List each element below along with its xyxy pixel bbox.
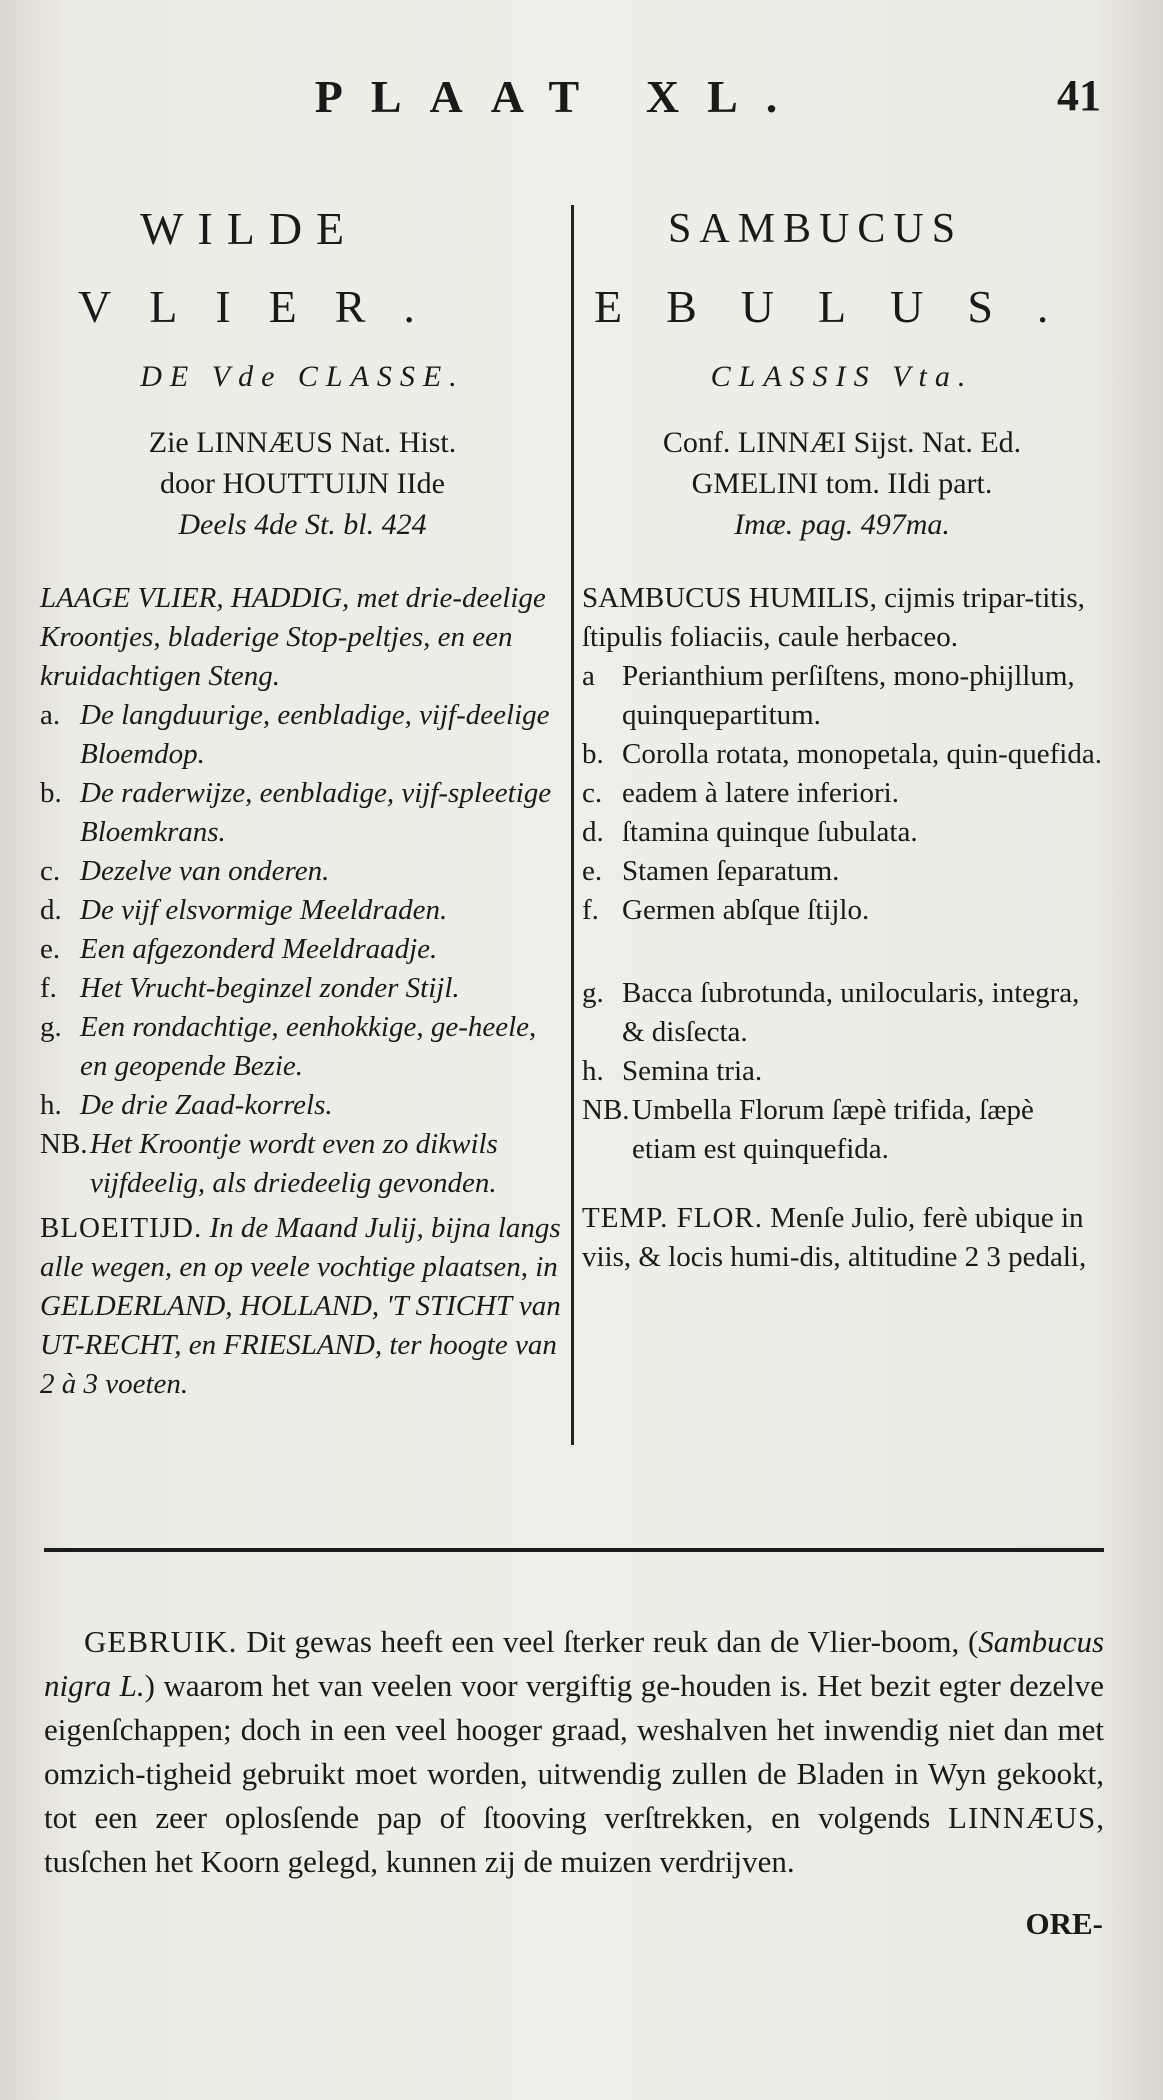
right-ref-line: Conf. LINNÆI Sijst. Nat. Ed.	[662, 426, 1022, 459]
list-item	[40, 1125, 565, 1203]
left-entries	[40, 579, 565, 1404]
item-label: g.	[582, 977, 604, 1009]
list-item	[582, 657, 1102, 735]
item-label: a.	[40, 699, 61, 731]
usage-paragraph	[44, 1620, 1104, 1884]
item-label: a	[582, 660, 595, 692]
item-label: h.	[40, 1089, 62, 1121]
right-column	[582, 190, 1102, 1277]
right-classe: CLASSIS Vta.	[710, 360, 974, 393]
item-label: f.	[40, 972, 57, 1004]
list-item	[40, 891, 565, 930]
left-title-line1: WILDE	[140, 203, 359, 254]
flowering-label: TEMP. FLOR.	[582, 1202, 764, 1234]
usage-text-a: Dit gewas heeft een veel ſterker reuk dan de Vlier-boom, (	[246, 1624, 979, 1659]
left-classe: DE Vde CLASSE.	[140, 360, 465, 393]
list-item	[40, 696, 565, 774]
item-text: De drie Zaad-korrels.	[80, 1089, 333, 1121]
list-item	[40, 930, 565, 969]
list-item	[40, 1086, 565, 1125]
page-number: 41	[1057, 71, 1101, 120]
item-text: Het Vrucht-beginzel zonder Stijl.	[80, 972, 460, 1004]
item-label: e.	[40, 933, 61, 965]
list-item	[582, 813, 1102, 852]
list-item	[582, 735, 1102, 774]
left-flowering	[40, 1209, 565, 1404]
catchword: ORE-	[1025, 1906, 1103, 1941]
list-item	[582, 774, 1102, 813]
item-text: Een afgezonderd Meeldraadje.	[80, 933, 438, 965]
flowering-text: In de Maand Julij, bijna langs alle wegen, en op veele vochtige plaatsen, in GELDERLAND, HOLLAND, 'T STICHT van UT-RECHT, en FRIESLAND, ter hoogte van 2 à 3 voeten.	[40, 1212, 561, 1400]
usage-text-b: ) waarom het van veelen voor vergiftig ge-houden is. Het bezit egter dezelve eigenſchappen; doch in een veel hooger graad, weshalven het inwendig niet dan met omzich-tigheid gebruikt moet worden, uitwendig zullen de Bladen in Wyn gekookt, tot een zeer oplosſende pap of ſtooving verſtrekken, en volgends	[44, 1668, 1104, 1835]
list-item	[582, 1052, 1102, 1091]
right-title-line2: EBULUS.	[594, 281, 1093, 332]
item-text: Dezelve van onderen.	[80, 855, 330, 887]
left-ref-line: door HOUTTUIJN IIde	[160, 467, 445, 500]
left-reference	[40, 422, 565, 557]
item-text: Het Kroontje wordt even zo dikwils vijfdeelig, als driedeelig gevonden.	[90, 1128, 498, 1199]
item-label: NB.	[582, 1094, 630, 1126]
item-label: d.	[40, 894, 62, 926]
item-text: Stamen ſeparatum.	[622, 855, 840, 887]
right-heading: SAMBUCUS HUMILIS, cijmis tripar-titis, ſtipulis foliaciis, caule herbaceo.	[582, 582, 1085, 653]
item-text: De langduurige, eenbladige, vijf-deelige Bloemdop.	[80, 699, 550, 770]
list-item	[582, 891, 1102, 930]
left-title-line2: VLIER.	[78, 281, 453, 332]
left-column	[40, 190, 565, 1404]
item-text: Bacca ſubrotunda, unilocularis, integra, & disſecta.	[622, 977, 1080, 1048]
item-label: b.	[40, 777, 62, 809]
item-label: c.	[40, 855, 61, 887]
item-label: NB.	[40, 1128, 88, 1160]
item-text: Perianthium perſiſtens, mono-phijllum, quinquepartitum.	[622, 660, 1075, 731]
left-ref-line: Deels 4de St. bl. 424	[178, 508, 427, 541]
list-item	[582, 1091, 1102, 1169]
right-ref-line: Imæ. pag. 497ma.	[734, 508, 950, 541]
usage-text-c: , tusſchen het Koorn gelegd, kunnen zij de muizen verdrijven.	[44, 1800, 1104, 1879]
list-item	[40, 969, 565, 1008]
column-divider	[571, 205, 574, 1445]
item-text: Corolla rotata, monopetala, quin-quefida.	[622, 738, 1102, 770]
item-text: Umbella Florum ſæpè trifida, ſæpè etiam est quinquefida.	[632, 1094, 1034, 1165]
item-label: f.	[582, 894, 599, 926]
left-heading: LAAGE VLIER, HADDIG, met drie-deelige Kroontjes, bladerige Stop-peltjes, en een kruidachtigen Steng.	[40, 582, 546, 692]
item-text: ſtamina quinque ſubulata.	[622, 816, 918, 848]
usage-species: Sambucus nigra L.	[44, 1624, 1105, 1703]
list-item	[40, 774, 565, 852]
right-reference	[582, 422, 1102, 557]
item-text: Een rondachtige, eenhokkige, ge-heele, en geopende Bezie.	[80, 1011, 537, 1082]
item-label: c.	[582, 777, 603, 809]
flowering-label: BLOEITIJD.	[40, 1212, 203, 1244]
item-label: b.	[582, 738, 604, 770]
item-label: d.	[582, 816, 604, 848]
left-ref-line: Zie LINNÆUS Nat. Hist.	[148, 426, 457, 459]
usage-linnaeus: LINNÆUS	[948, 1800, 1097, 1835]
list-item	[40, 1008, 565, 1086]
item-label: g.	[40, 1011, 62, 1043]
list-item	[582, 852, 1102, 891]
list-item	[582, 974, 1102, 1052]
right-ref-line: GMELINI tom. IIdi part.	[691, 467, 993, 500]
item-text: Semina tria.	[622, 1055, 763, 1087]
right-title-line1: SAMBUCUS	[668, 206, 964, 252]
item-text: De raderwijze, eenbladige, vijf-spleetige Bloemkrans.	[80, 777, 552, 848]
item-label: h.	[582, 1055, 604, 1087]
item-label: e.	[582, 855, 603, 887]
item-text: Germen abſque ſtijlo.	[622, 894, 870, 926]
item-text: eadem à latere inferiori.	[622, 777, 899, 809]
plate-title: PLAAT XL.	[314, 71, 806, 122]
usage-label: GEBRUIK.	[84, 1624, 238, 1659]
section-rule	[44, 1548, 1104, 1552]
right-flowering	[582, 1199, 1102, 1277]
item-text: De vijf elsvormige Meeldraden.	[80, 894, 448, 926]
list-item	[40, 852, 565, 891]
flowering-text: Menſe Julio, ferè ubique in viis, & locis humi-dis, altitudine 2 3 pedali,	[582, 1202, 1087, 1273]
right-entries	[582, 579, 1102, 1277]
